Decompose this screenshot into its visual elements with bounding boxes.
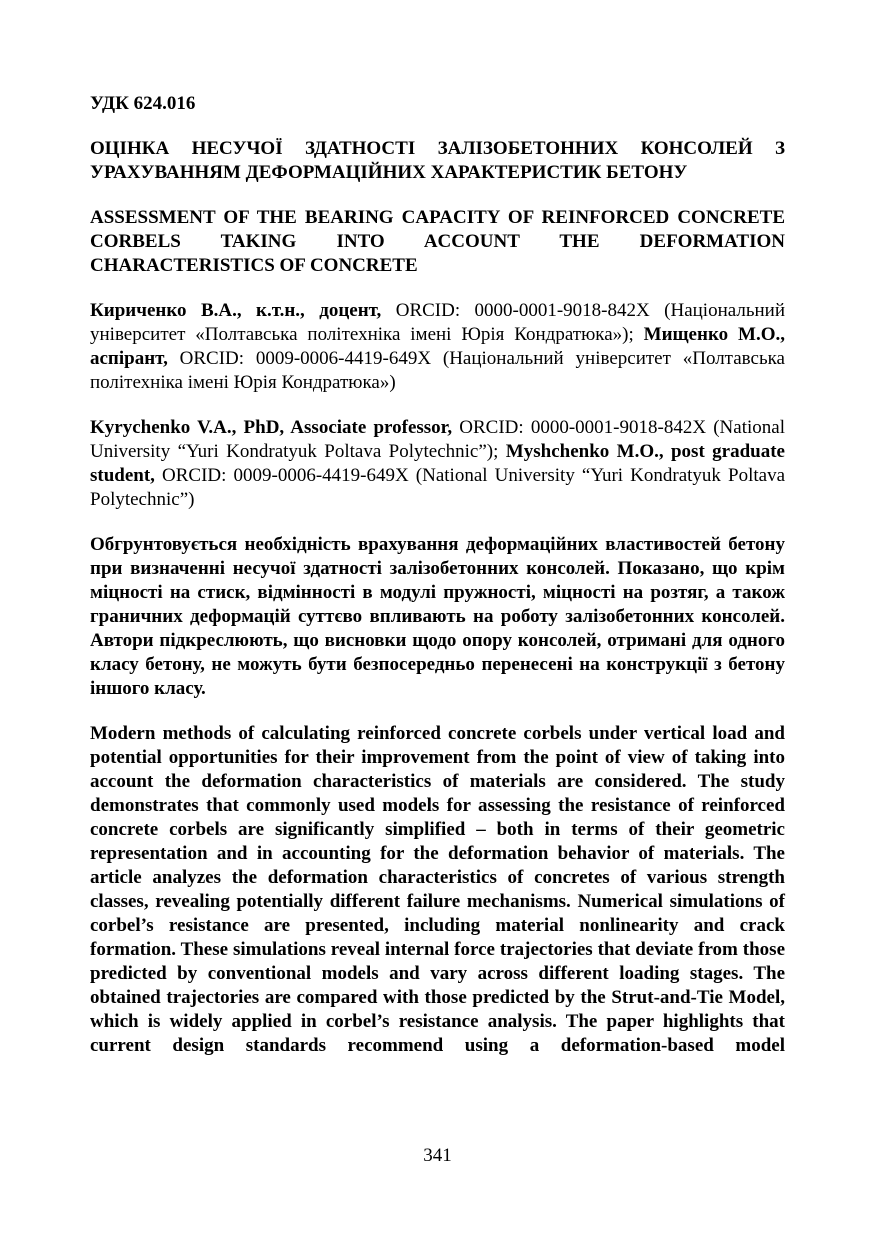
author-2-details: ORCID: 0009-0006-4419-649X (Національний університет «Полтавська політехніка імені Юрія Кондратюка») [90, 348, 785, 393]
page-body [90, 92, 785, 1058]
author-2-details-en: ORCID: 0009-0006-4419-649X (National University “Yuri Kondratyuk Poltava Polytechnic”) [90, 465, 785, 510]
author-2-name-en: Myshchenko M.O., post graduate student, [90, 441, 785, 486]
authors-ukrainian [90, 299, 785, 395]
udc-code: УДК 624.016 [90, 93, 196, 114]
authors-english [90, 416, 785, 512]
author-2-name: Мищенко М.О., аспірант, [90, 324, 785, 369]
author-1-details-en: ORCID: 0000-0001-9018-842X (National University “Yuri Kondratyuk Poltava Polytechnic”); [90, 417, 785, 462]
abstract-english: Modern methods of calculating reinforced concrete corbels under vertical load and potential opportunities for their improvement from the point of view of taking into account the deformation characteristics of materials are considered. The study demonstrates that commonly used models for assessing the resistance of reinforced concrete corbels are significantly simplified – both in terms of their geometric representation and in accounting for the deformation behavior of materials. The article analyzes the deformation characteristics of concretes of various strength classes, revealing potentially different failure mechanisms. Numerical simulations of corbel’s resistance are presented, including material nonlinearity and crack formation. These simulations reveal internal force trajectories that deviate from those predicted by conventional models and vary across different loading stages. The obtained trajectories are compared with those predicted by the Strut-and-Tie Model, which is widely applied in corbel’s resistance analysis. The paper highlights that current design standards recommend using a deformation-based model [90, 723, 785, 1056]
abstract-ukrainian: Обгрунтовується необхідність врахування деформаційних властивостей бетону при визначенні несучої здатності залізобетонних консолей. Показано, що крім міцності на стиск, відмінності в модулі пружності, міцності на розтяг, а також граничних деформацій суттєво впливають на роботу залізобетонних консолей. Автори підкреслюють, що висновки щодо опору консолей, отримані для одного класу бетону, не можуть бути безпосередньо перенесені на конструкції з бетону іншого класу. [90, 534, 785, 699]
author-1-name: Кириченко В.А., к.т.н., доцент, [90, 300, 382, 321]
title-ukrainian: ОЦІНКА НЕСУЧОЇ ЗДАТНОСТІ ЗАЛІЗОБЕТОННИХ КОНСОЛЕЙ З УРАХУВАННЯМ ДЕФОРМАЦІЙНИХ ХАРАКТЕРИСТИК БЕТОНУ [90, 138, 785, 183]
author-1-name-en: Kyrychenko V.A., PhD, Associate professor, [90, 417, 453, 438]
author-1-details: ORCID: 0000-0001-9018-842X (Національний університет «Полтавська політехніка імені Юрія Кондратюка»); [90, 300, 785, 345]
title-english: ASSESSMENT OF THE BEARING CAPACITY OF REINFORCED CONCRETE CORBELS TAKING INTO ACCOUNT THE DEFORMATION CHARACTERISTICS OF CONCRETE [90, 207, 785, 276]
page-number: 341 [423, 1145, 452, 1166]
